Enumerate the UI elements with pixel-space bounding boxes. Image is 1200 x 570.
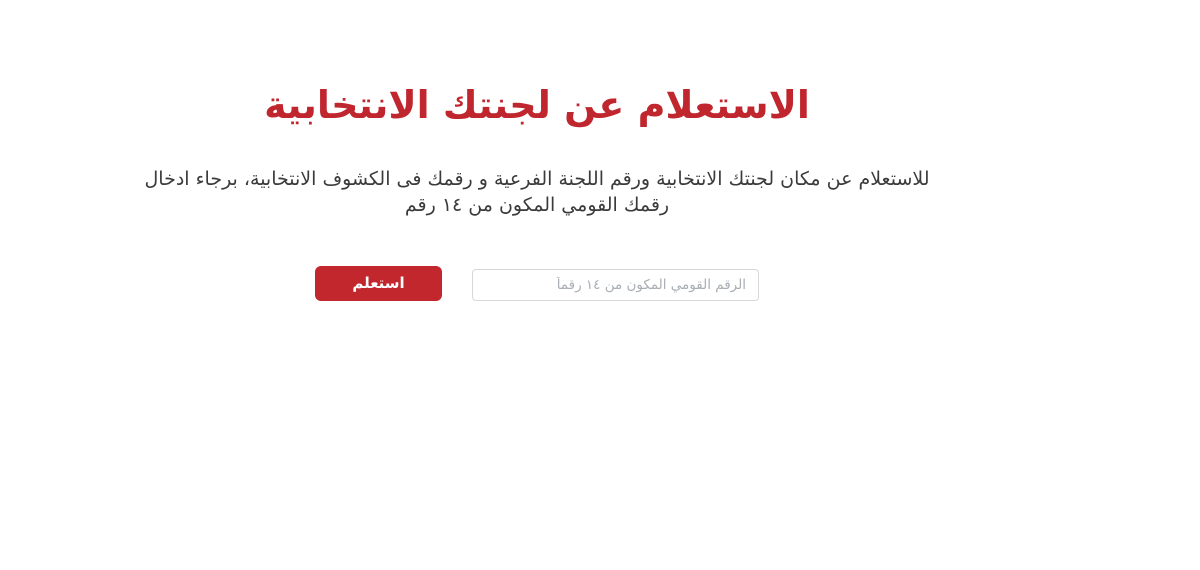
page-description	[0, 166, 1074, 218]
page-title: الاستعلام عن لجنتك الانتخابية	[264, 83, 810, 127]
page-description-line-1: للاستعلام عن مكان لجنتك الانتخابية ورقم اللجنة الفرعية و رقمك فى الكشوف الانتخابية، برجاء ادخال	[144, 168, 930, 190]
national-id-input[interactable]	[472, 269, 759, 301]
inquiry-form	[0, 266, 1074, 301]
page-description-line-2: رقمك القومي المكون من ١٤ رقم	[404, 194, 670, 216]
inquire-button[interactable]: استعلم	[315, 266, 442, 301]
